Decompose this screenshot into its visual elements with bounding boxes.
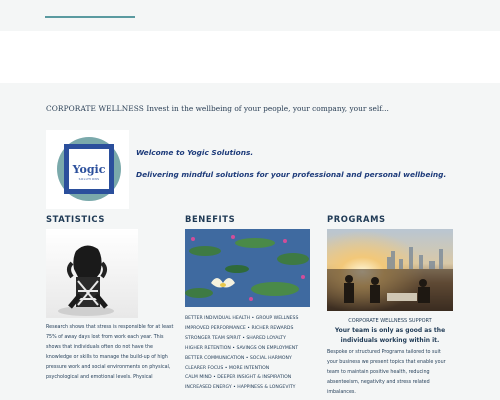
logo-square (64, 144, 114, 194)
intro-label: CORPORATE WELLNESS (46, 104, 144, 113)
benefit-item: INCREASED ENERGY • HAPPINESS & LONGEVITY (185, 385, 296, 391)
top-nav-bar (0, 0, 500, 31)
logo-word: Yogic (72, 163, 106, 176)
benefits-title: BENEFITS (185, 214, 236, 224)
programs-body: Bespoke or structured Programs tailored to suit your business we present topics that enable your team to maintain positive health, reducing absenteeism, negativity and stress related imbalances. (327, 350, 446, 395)
benefit-item: IMPROVED PERFORMANCE • RICHER REWARDS (185, 325, 294, 331)
stressed-person-image (46, 229, 138, 318)
welcome-heading: Welcome to Yogic Solutions. (136, 148, 254, 157)
benefit-item: BETTER INDIVIDUAL HEALTH • GROUP WELLNESS (185, 316, 299, 321)
programs-lead: Your team is only as good as the individuals working within it. (334, 327, 446, 344)
programs-title: PROGRAMS (327, 214, 386, 224)
logo-sub: SOLUTIONS (78, 177, 100, 181)
intro-line (46, 104, 486, 113)
header-band (0, 31, 500, 83)
benefit-item: HIGHER RETENTION • SAVINGS ON EMPLOYMENT (185, 345, 299, 351)
sunset-group-image (327, 229, 453, 311)
statistics-body: Research shows that stress is responsible for at least 75% of away days lost from work each year. This shows that individuals often do not have the knowledge or skills to manage the build-up of high pressure work and social environments on physical, psychological and emotional levels. Physical (46, 325, 174, 380)
benefit-item: CALM MIND • DEEPER INSIGHT & INSPIRATION (185, 375, 292, 381)
lotus-pond-image (185, 229, 310, 307)
benefit-item: BETTER COMMUNICATION • SOCIAL HARMONY (185, 355, 292, 361)
statistics-title: STATISTICS (46, 214, 105, 224)
programs-heading: CORPORATE WELLNESS SUPPORT (348, 318, 432, 324)
yogic-logo[interactable] (46, 130, 129, 209)
active-nav-underline (45, 16, 135, 18)
tagline: Delivering mindful solutions for your professional and personal wellbeing. (136, 170, 447, 179)
benefits-list (185, 314, 315, 393)
benefit-item: STRONGER TEAM SPIRIT • SHARED LOYALTY (185, 335, 286, 341)
intro-text: Invest in the wellbeing of your people, your company, your self... (146, 104, 389, 113)
benefit-item: CLEARER FOCUS • MORE INTENTION (185, 365, 270, 371)
